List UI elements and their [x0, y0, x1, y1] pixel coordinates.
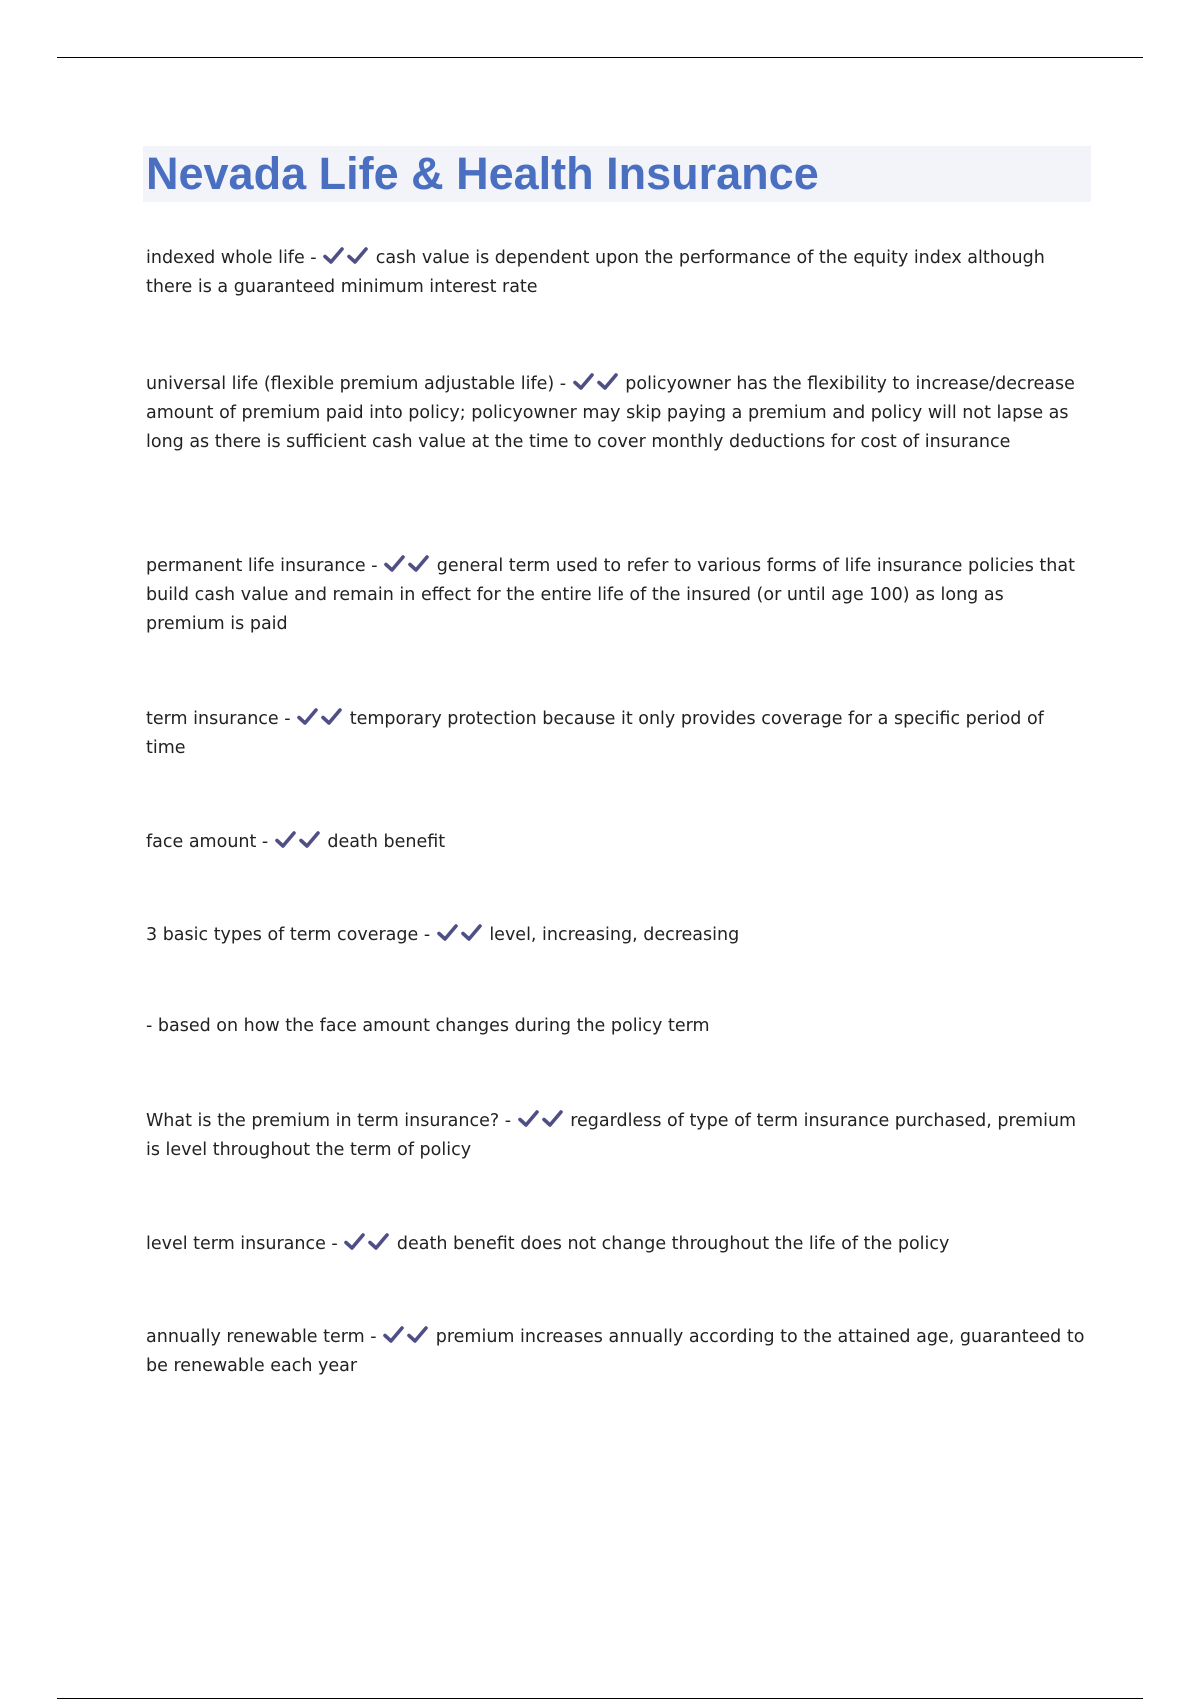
entry-face-amount-note: [146, 1012, 1086, 1041]
check-icon: [320, 707, 344, 727]
entry-definition: general term used to refer to various forms of life insurance policies that build cash value and remain in effect for the entire life of the insured (or until age 100) as long as premium is paid: [146, 556, 1075, 634]
entry-face-amount: [146, 828, 1086, 857]
entry-permanent-life-insurance: [146, 552, 1086, 639]
check-icon: [517, 1109, 541, 1129]
top-rule: [57, 57, 1143, 58]
entry-term: term insurance -: [146, 709, 291, 729]
check-icon: [298, 830, 322, 850]
check-icon: [322, 246, 346, 266]
entry-definition: level, increasing, decreasing: [489, 925, 740, 945]
entry-annually-renewable-term: [146, 1323, 1086, 1381]
check-icon: [436, 923, 460, 943]
entry-indexed-whole-life: [146, 244, 1086, 302]
check-icon: [382, 1325, 406, 1345]
bottom-rule: [57, 1698, 1143, 1699]
entry-text: - based on how the face amount changes during the policy term: [146, 1016, 710, 1036]
entry-definition: cash value is dependent upon the performance of the equity index although there is a guaranteed minimum interest rate: [146, 248, 1045, 297]
check-icon: [596, 372, 620, 392]
entry-term: What is the premium in term insurance? -: [146, 1111, 512, 1131]
entry-premium-in-term-insurance: [146, 1107, 1086, 1165]
entry-definition: death benefit does not change throughout the life of the policy: [396, 1234, 950, 1254]
check-icon: [541, 1109, 565, 1129]
entry-term: permanent life insurance -: [146, 556, 378, 576]
check-icon: [296, 707, 320, 727]
entry-term: indexed whole life -: [146, 248, 317, 268]
check-icon: [274, 830, 298, 850]
check-icon: [407, 554, 431, 574]
entry-level-term-insurance: [146, 1230, 1086, 1259]
entry-basic-types-term-coverage: [146, 921, 1086, 950]
entry-definition: regardless of type of term insurance purchased, premium is level throughout the term of policy: [146, 1111, 1077, 1160]
entry-universal-life: [146, 370, 1086, 457]
entry-term: universal life (flexible premium adjustable life) -: [146, 374, 567, 394]
check-icon: [343, 1232, 367, 1252]
entry-term: annually renewable term -: [146, 1327, 377, 1347]
check-icon: [367, 1232, 391, 1252]
entry-definition: premium increases annually according to the attained age, guaranteed to be renewable each year: [146, 1327, 1085, 1376]
check-icon: [406, 1325, 430, 1345]
page-title: Nevada Life & Health Insurance: [146, 148, 819, 199]
entry-term: face amount -: [146, 832, 269, 852]
check-icon: [460, 923, 484, 943]
entry-definition: policyowner has the flexibility to increase/decrease amount of premium paid into policy; policyowner may skip paying a premium and policy will not lapse as long as there is sufficient cash value at the time to cover monthly deductions for cost of insurance: [146, 374, 1075, 452]
check-icon: [346, 246, 370, 266]
check-icon: [572, 372, 596, 392]
entry-term: 3 basic types of term coverage -: [146, 925, 431, 945]
entry-term: level term insurance -: [146, 1234, 338, 1254]
entry-term-insurance: [146, 705, 1086, 763]
entry-definition: death benefit: [327, 832, 446, 852]
entry-definition: temporary protection because it only provides coverage for a specific period of time: [146, 709, 1044, 758]
check-icon: [383, 554, 407, 574]
